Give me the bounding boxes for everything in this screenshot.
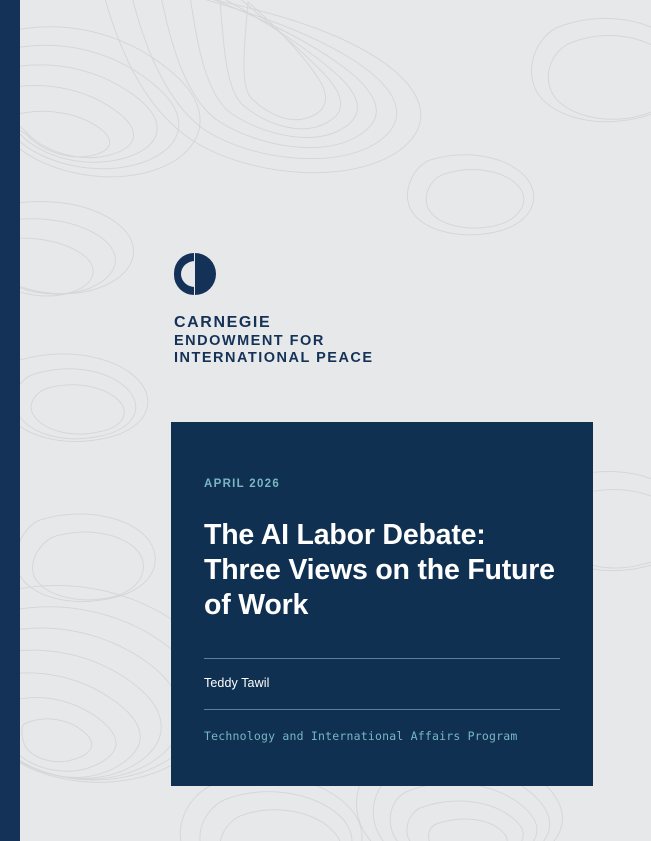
title-divider	[204, 658, 560, 659]
publisher-wordmark	[174, 313, 374, 368]
publisher-name-line-1: CARNEGIE	[174, 314, 272, 331]
page-title: The AI Labor Debate: Three Views on the Future of Work	[204, 519, 555, 621]
publisher-name-line-3: INTERNATIONAL PEACE	[174, 350, 374, 367]
publication-date: APRIL 2026	[204, 478, 281, 490]
publisher-name-line-2: ENDOWMENT FOR	[174, 332, 325, 349]
program-name: Technology and International Affairs Program	[204, 729, 518, 744]
left-spine-bar	[0, 0, 20, 841]
cover-title-card	[171, 422, 593, 786]
carnegie-c-mark-icon	[174, 253, 216, 295]
author-name: Teddy Tawil	[204, 676, 270, 691]
publisher-logo	[174, 253, 374, 368]
author-divider	[204, 709, 560, 710]
